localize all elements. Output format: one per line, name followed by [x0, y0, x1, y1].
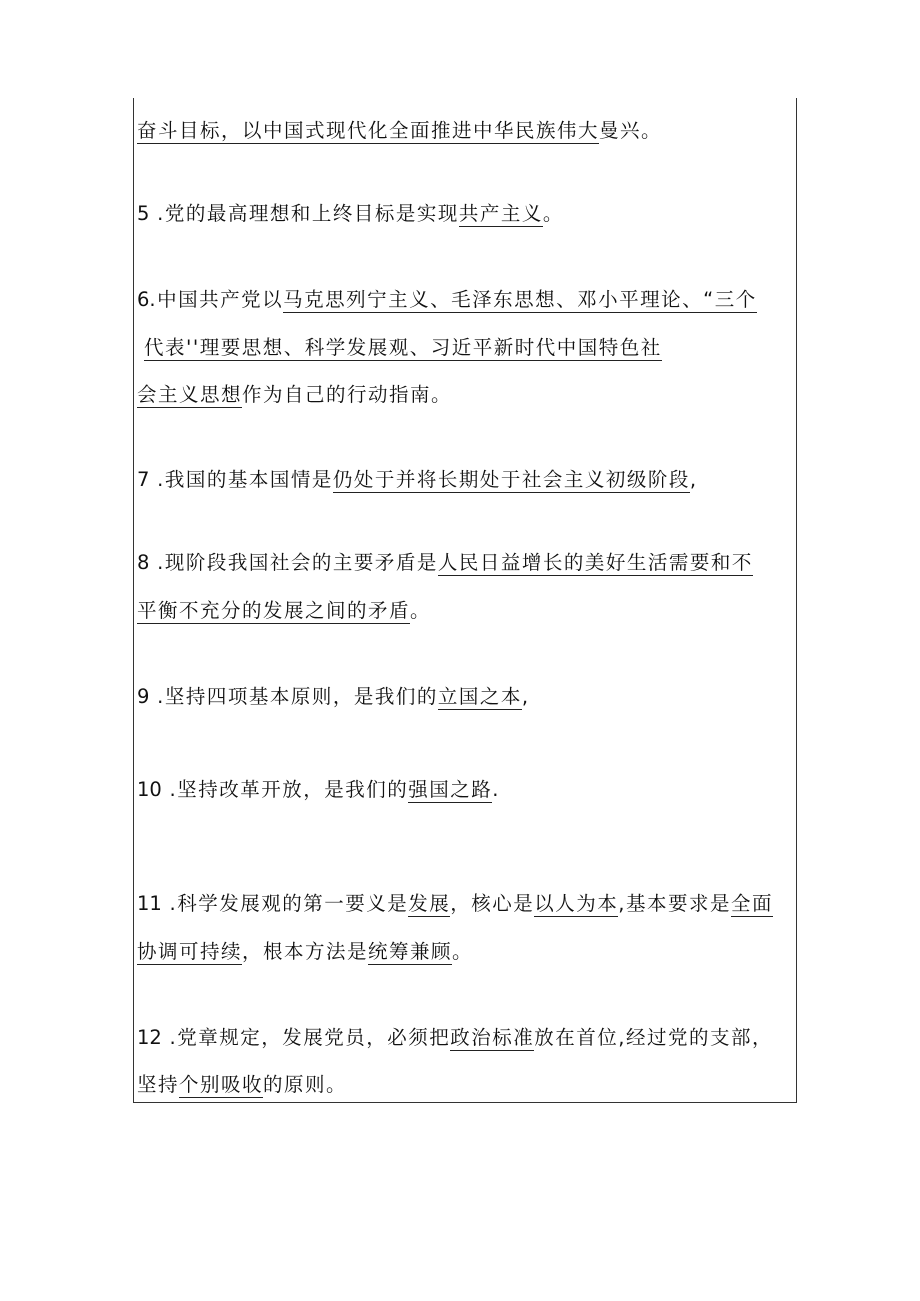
answer-underlined: 以人为本: [534, 892, 619, 915]
text: 的原则。: [263, 1073, 348, 1096]
item-number: 8: [137, 551, 150, 574]
answer-underlined: 会主义思想: [137, 383, 243, 406]
text: 曼兴。: [599, 119, 663, 142]
list-item-8-line-2: [137, 598, 431, 626]
item-number: 6: [137, 288, 150, 311]
text: ,基本要求是: [618, 892, 731, 915]
question-text: .党的最高理想和上终目标是实现: [149, 202, 459, 225]
item-number: 9: [137, 685, 150, 708]
answer-underlined: 代表''理要思想、科学发展观、习近平新时代中国特色社: [144, 336, 662, 359]
question-text: .中国共产党以: [149, 288, 284, 311]
text: ，核心是: [450, 892, 535, 915]
list-item-8: [137, 550, 753, 578]
item-number: 11: [137, 892, 162, 915]
question-text: .科学发展观的第一要义是: [161, 892, 409, 915]
answer-underlined: 发展: [408, 892, 451, 915]
text: ，根本方法是: [242, 940, 369, 963]
text: .: [492, 778, 500, 801]
text: 。: [542, 202, 564, 225]
item-number: 5: [137, 202, 150, 225]
answer-underlined: 政治标准: [450, 1026, 535, 1049]
text: 。: [410, 599, 432, 622]
list-item-11-line-2: [137, 939, 473, 967]
question-text: .坚持四项基本原则，是我们的: [149, 685, 438, 708]
list-item-11: [137, 891, 773, 919]
text: 放在首位,经过党的支部，: [534, 1026, 773, 1049]
item-number: 12: [137, 1026, 162, 1049]
answer-underlined: 人民日益增长的美好生活需要和不: [437, 551, 753, 574]
list-item-12-line-2: [137, 1072, 347, 1100]
list-item-10: [137, 777, 500, 805]
answer-underlined: 立国之本: [437, 685, 522, 708]
list-item-7: [137, 467, 698, 495]
answer-underlined: 马克思列宁主义、毛泽东思想、邓小平理论、“三个: [283, 288, 757, 311]
text: ,: [689, 468, 698, 491]
question-text: .党章规定，发展党员，必须把: [161, 1026, 451, 1049]
answer-underlined: 奋斗目标，以中国式现代化全面推进中华民族伟大: [137, 119, 600, 142]
answer-underlined: 协调可持续: [137, 940, 243, 963]
item-number: 7: [137, 468, 150, 491]
list-item-5: [137, 201, 564, 229]
answer-underlined: 统筹兼顾: [368, 940, 453, 963]
answer-underlined: 平衡不充分的发展之间的矛盾: [137, 599, 411, 622]
question-text: .现阶段我国社会的主要矛盾是: [149, 551, 438, 574]
answer-underlined: 强国之路: [408, 778, 493, 801]
text: 坚持: [137, 1073, 180, 1096]
list-item-6-line-2: [144, 335, 662, 363]
list-item-12: [137, 1025, 773, 1053]
answer-underlined: 共产主义: [458, 202, 543, 225]
answer-underlined: 个别吸收: [179, 1073, 264, 1096]
question-text: .坚持改革开放，是我们的: [161, 778, 409, 801]
answer-underlined: 全面: [730, 892, 773, 915]
list-item-9: [137, 684, 530, 712]
list-item-6-line-3: [137, 382, 452, 410]
list-item-6: [137, 287, 757, 315]
answer-underlined: 仍处于并将长期处于社会主义初级阶段: [332, 468, 690, 491]
paragraph-continuation: [137, 118, 662, 146]
item-number: 10: [137, 778, 162, 801]
question-text: .我国的基本国情是: [149, 468, 333, 491]
text: ,: [521, 685, 530, 708]
text: 作为自己的行动指南。: [242, 383, 453, 406]
text: 。: [452, 940, 474, 963]
